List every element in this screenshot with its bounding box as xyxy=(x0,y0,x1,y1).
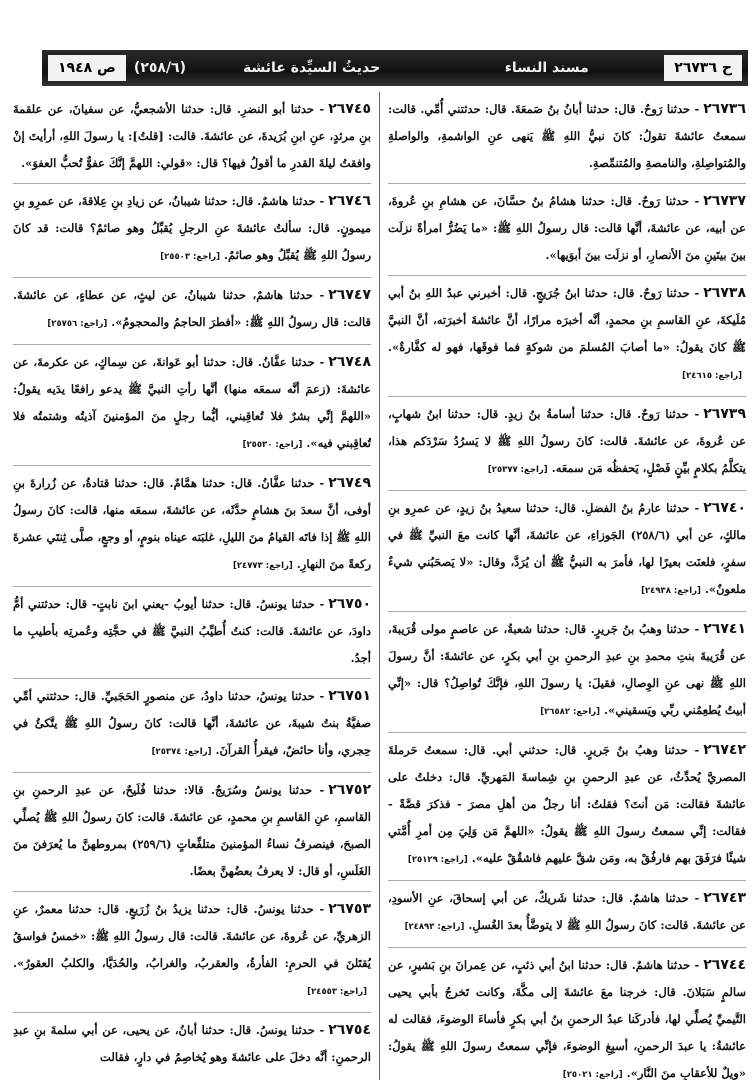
hadith-body: - حدثنا هاشمٌ. قال: حدثنا شيبانُ، عن زيادِ بنِ عِلاقةَ، عن عمرِو بنِ ميمونٍ. قال: سألتُ عائشةَ عنِ الرجلِ يُقبِّلُ وهو صائمٌ؟ قالت: قد كانَ رسولُ اللهِ ﷺ يُقبِّلُ وهو صائمٌ. xyxy=(13,194,371,262)
hadith-entry xyxy=(388,92,746,184)
cross-reference: [راجع: ٢٥٣٧٤] xyxy=(151,747,212,757)
hadith-text xyxy=(388,885,746,941)
hadith-body: - حدثنا هاشمٌ، حدثنا شيبانُ، عن ليثٍ، عن عطاءٍ، عن عائشةَ. قالت: قال رسولُ اللهِ ﷺ: «أفطرَ الحاجمُ والمحجومُ». xyxy=(13,288,371,329)
hadith-body: - حدثنا عفَّانُ. قال: حدثنا أبو عَوانةَ، عن سِماكٍ، عن عكرمةَ، عن عائشةَ: (زعمَ أنَّه سمعَه منها) أنَّها رأتِ النبيَّ ﷺ يدعو رافعًا يدَيه يقولُ: «اللهمَّ إنِّي بشرٌ فلا تُعاقِبني، أيُّما رجلٍ منَ المؤمنينَ آذيتُه وشتمتُه فلا تُعاقِبني فيه». xyxy=(13,355,371,450)
hadith-number: ٢٦٧٤٥ xyxy=(328,101,371,117)
cross-reference: [راجع: ٢٥٠٢١] xyxy=(562,1070,623,1080)
cross-reference: [راجع: ٢٥٥٠٣] xyxy=(160,252,221,262)
hadith-text xyxy=(13,896,371,1006)
hadith-entry xyxy=(13,679,371,773)
hadith-body: - حدثنا رَوحٌ. قال: حدثنا أسامةُ بنُ زيدٍ. قال: حدثنا ابنُ شهابٍ، عن عُروةَ، عن عائشةَ. قالت: كانَ رسولُ اللهِ ﷺ لا يَسرُدُ سَرْدَكم هذا، يتكلَّمُ بكلامٍ بيِّنٍ فَصْلٍ، يَحفظُه مَن سمعَه. xyxy=(388,407,746,475)
cross-reference: [راجع: ٢٤٥٥٣] xyxy=(307,987,367,997)
hadith-entry xyxy=(13,773,371,892)
left-column xyxy=(13,92,371,1080)
book-title: مسند النساء xyxy=(504,60,589,76)
cross-reference: [راجع: ٢٥٣٧٧] xyxy=(487,465,548,475)
hadith-number: ٢٦٧٤٩ xyxy=(328,475,371,491)
hadith-number: ٢٦٧٤٢ xyxy=(703,742,746,758)
hadith-number: ٢٦٧٥١ xyxy=(328,688,371,704)
hadith-body: - حدثنا يونسُ. قال: حدثنا يزيدُ بنُ زُرَيعٍ. قال: حدثنا معمرٌ، عنِ الزهريِّ، عن عُروةَ، عن عائشةَ. قالت: قال رسولُ اللهِ ﷺ: «خمسٌ فواسقُ يُقتَلنَ في الحرمِ: الفأرةُ، والعقربُ، والغرابُ، والحُدَيَّا، والكلبُ العقورُ». xyxy=(13,902,371,970)
hadith-text xyxy=(388,401,746,484)
hadith-text xyxy=(388,96,746,177)
hadith-body: - حدثنا عارمُ بنُ الفضلِ. قال: حدثنا سعيدُ بنُ زيدٍ، عن عمرِو بنِ مالكٍ، عن أبي (٢٥٨/٦) الجَوزاءِ، عن عائشةَ، أنَّها كانت معَ النبيِّ ﷺ في سفرٍ، فلعنَت بعيرًا لها، فأمرَ به النبيُّ ﷺ أن يُرَدَّ، وقال: «لا يَصحَبُني شيءٌ ملعونٌ». xyxy=(388,501,746,596)
page-header xyxy=(42,50,748,86)
hadith-body: - حدثنا عفَّانُ. قال: حدثنا همَّامٌ. قال: حدثنا قتادةُ، عن زُرارةَ بنِ أوفى، أنَّ سعدَ بنَ هشامٍ حدَّثَه، عن عائشةَ، سمعَه منها، قالت: كانَ رسولُ اللهِ ﷺ إذا فاتَه القيامُ منَ الليلِ، غلبَته عيناه بنومٍ، أو وجعٍ، صلَّى ثِنتَي عشرةَ ركعةً منَ النهارِ. xyxy=(13,476,371,571)
cross-reference: [راجع: ٢٤٨٩٣] xyxy=(404,922,465,932)
hadith-body: - حدثنا يونسُ. قال: حدثنا أيوبُ -يعني ابنَ نابتٍ- قال: حدثتني أمُّ داودَ، عن عائشةَ. قالت: كنتُ أُطيِّبُ النبيَّ ﷺ في حجَّتِه وعُمرتِه بأطيبِ ما أجدُ. xyxy=(13,597,371,665)
hadith-body: - حدثنا يونسُ. قال: حدثنا أبانُ، عن يحيى، عن أبي سلمةَ بنِ عبدِ الرحمنِ: أنَّه دخلَ على عائشةَ وهو يُخاصِمُ في دارٍ، فقالت xyxy=(13,1023,371,1064)
hadith-number: ٢٦٧٥٠ xyxy=(328,596,371,612)
hadith-entry xyxy=(388,881,746,948)
hadith-body: - حدثنا رَوحٌ. قال: حدثنا ابنُ جُرَيجٍ. قال: أخبرني عبدُ اللهِ بنُ أبي مُلَيكةَ، عنِ القاسمِ بنِ محمدٍ، أنَّه أخبرَه مرارًا، أنَّ عائشةَ أخبرَته، أنَّ النبيَّ ﷺ كانَ يقولُ: «ما أصابَ المُسلمَ من شوكةٍ فما فوقَها، فهو له كفَّارةٌ». xyxy=(388,286,746,354)
hadith-body: - حدثنا يونسُ، حدثنا داودُ، عن منصورٍ الحَجَبيِّ. قال: حدثتني أمِّي صفيَّةُ بنتُ شيبةَ، عن عائشةَ، أنَّها قالت: كانَ رسولُ اللهِ ﷺ يتَّكئُ في حِجري، وأنا حائضٌ، فيقرأُ القرآنَ. xyxy=(13,689,371,757)
hadith-text xyxy=(388,737,746,874)
hadith-text xyxy=(13,1017,371,1071)
hadith-entry xyxy=(388,184,746,276)
hadith-entry xyxy=(13,1013,371,1077)
hadith-entry xyxy=(388,612,746,733)
hadith-number: ٢٦٧٣٨ xyxy=(703,285,746,301)
hadith-entry xyxy=(13,587,371,679)
hadith-body: - حدثنا هاشمٌ. قال: حدثنا ابنُ أبي ذئبٍ، عن عِمرانَ بنِ بَشيرٍ، عن سالمٍ سَبَلانَ. قال: خرجنا معَ عائشةَ إلى مكَّةَ، وكانت تَخرجُ بأبي يحيى التَّيميِّ يُصلِّي لها، فأدركَنا عبدُ الرحمنِ بنُ أبي بكرٍ فأساءَ الوضوءَ، فقالت له عائشةُ: يا عبدَ الرحمنِ، أسبِغِ الوضوءَ، فإنِّي سمعتُ رسولَ اللهِ ﷺ يقولُ: «ويلٌ للأعقابِ منَ النَّارِ». xyxy=(388,958,746,1080)
text-columns xyxy=(12,92,746,1080)
hadith-body: - حدثنا رَوحٌ. قال: حدثنا أبانُ بنُ صَمعَةَ. قال: حدثتني أُمِّي. قالت: سمعتُ عائشةَ تقولُ: كانَ نبيُّ اللهِ ﷺ يَنهى عنِ الواشمةِ، والواصلةِ والمُتواصِلةِ، والنامصةِ والمُتنمِّصةِ. xyxy=(388,102,746,170)
hadith-number: ٢٦٧٥٤ xyxy=(328,1022,371,1038)
hadith-number: ٢٦٧٤٣ xyxy=(703,890,746,906)
hadith-text xyxy=(388,616,746,726)
hadith-entry xyxy=(13,892,371,1013)
hadith-text xyxy=(388,188,746,269)
page-number: ص ١٩٤٨ xyxy=(48,55,126,81)
hadith-text xyxy=(13,777,371,885)
cross-reference: [راجع: ٢٤٦١٥] xyxy=(682,371,742,381)
hadith-body: - حدثنا رَوحٌ. قال: حدثنا هشامُ بنُ حسَّانَ، عن هشامِ بنِ عُروةَ، عن أبيه، عن عائشةَ، أنَّها قالت: قال رسولُ اللهِ ﷺ: «ما يَضُرُّ امرأةً نزلَت بينَ بيتَينِ منَ الأنصارِ، أو نزلَت بينَ أبوَيها». xyxy=(388,194,746,262)
hadith-number: ٢٦٧٤١ xyxy=(703,621,746,637)
cross-reference: [راجع: ٢٥٥٣٠] xyxy=(242,440,303,450)
column-divider xyxy=(379,92,380,1080)
hadith-body: - حدثنا أبو النضرِ. قال: حدثنا الأشجعيُّ، عن سفيانَ، عن علقمةَ بنِ مرثدٍ، عنِ ابنِ بُرَيدةَ، عن عائشةَ. قالت: [قلتُ]: يا رسولَ اللهِ، أرأيتَ إنْ وافقتُ ليلةَ القدرِ ما أقولُ فيها؟ قال: «قولي: اللهمَّ إنَّكَ عفوٌّ تُحبُّ العفوَ». xyxy=(13,102,371,170)
hadith-text xyxy=(13,96,371,177)
hadith-number: ٢٦٧٤٨ xyxy=(328,354,371,370)
hadith-number: ٢٦٧٣٦ xyxy=(703,101,746,117)
hadith-number: ٢٦٧٥٣ xyxy=(328,901,371,917)
right-column xyxy=(388,92,746,1080)
cross-reference: [راجع: ٢٤٩٣٨] xyxy=(641,586,701,596)
hadith-entry xyxy=(388,491,746,612)
hadith-text xyxy=(388,952,746,1080)
hadith-number: ٢٦٧٣٧ xyxy=(703,193,746,209)
hadith-text xyxy=(388,495,746,605)
section-title: حديثُ السيِّدة عائشة xyxy=(243,60,381,76)
hadith-text xyxy=(13,470,371,580)
volume-marker: (٢٥٨/٦) xyxy=(133,60,187,76)
hadith-number: ٢٦٧٤٤ xyxy=(703,957,746,973)
hadith-entry xyxy=(13,278,371,345)
hadith-text xyxy=(13,282,371,338)
hadith-entry xyxy=(13,184,371,278)
hadith-body: - حدثنا وهبُ بنُ جَريرٍ. قال: حدثنا شعبةُ، عن عاصمٍ مولى قُرَيبةَ، عن قُرَيبةَ بنتِ محمدِ بنِ عبدِ الرحمنِ بنِ أبي بكرٍ، عن عائشةَ: أنَّ رسولَ اللهِ ﷺ نهى عنِ الوِصالِ، فقيلَ: يا رسولَ اللهِ، فإنَّكَ تُواصِلُ؟ قال: «إنِّي أبيتُ يُطعِمُني ربِّي ويَسقيني». xyxy=(388,622,746,717)
cross-reference: [راجع: ٢٥٧٥٦] xyxy=(47,319,108,329)
hadith-number: ٢٦٧٤٠ xyxy=(703,500,746,516)
hadith-text xyxy=(13,349,371,459)
hadith-entry xyxy=(388,397,746,491)
hadith-entry xyxy=(13,92,371,184)
hadith-range-label: ح ٢٦٧٣٦ xyxy=(664,55,742,81)
hadith-text xyxy=(13,188,371,271)
hadith-body: - حدثنا هاشمٌ. قال: حدثنا شَريكٌ، عن أبي إسحاقَ، عنِ الأسودِ، عن عائشةَ. قالت: كانَ رسولُ اللهِ ﷺ لا يتوضَّأُ بعدَ الغُسلِ. xyxy=(388,891,746,932)
hadith-entry xyxy=(13,466,371,587)
cross-reference: [راجع: ٢٥١٢٩] xyxy=(407,855,468,865)
cross-reference: [راجع: ٢٤٧٧٣] xyxy=(232,561,293,571)
hadith-entry xyxy=(13,345,371,466)
hadith-entry xyxy=(388,948,746,1080)
hadith-text xyxy=(13,591,371,672)
hadith-text xyxy=(13,683,371,766)
cross-reference: [راجع: ٢٦٥٨٢] xyxy=(540,707,601,717)
hadith-number: ٢٦٧٤٧ xyxy=(328,287,371,303)
hadith-entry xyxy=(388,276,746,397)
hadith-number: ٢٦٧٣٩ xyxy=(703,406,746,422)
hadith-text xyxy=(388,280,746,390)
hadith-body: - حدثنا وهبُ بنُ جَريرٍ. قال: حدثني أبي. قال: سمعتُ حَرملةَ المصريَّ يُحدِّثُ، عن عبدِ الرحمنِ بنِ شِماسةَ المَهريِّ. قال: دخلتُ على عائشةَ فقالت: مَن أنتَ؟ فقلتُ: أنا رجلٌ من أهلِ مصرَ - فذكرَ قصَّةً - فقالت: إنِّي سمعتُ رسولَ اللهِ ﷺ يقولُ: «اللهمَّ مَن وَلِيَ مِن أمرِ أُمَّتي شيئًا فرَفَقَ بهم فارفُقْ به، ومَن شقَّ عليهم فاشقُقْ عليه». xyxy=(388,743,746,865)
hadith-number: ٢٦٧٥٢ xyxy=(328,782,371,798)
hadith-body: - حدثنا يونسُ وسُرَيجٌ. قالا: حدثنا فُلَيحٌ، عن عبدِ الرحمنِ بنِ القاسمِ، عنِ القاسمِ بنِ محمدٍ، عن عائشةَ. قالت: كانَ رسولُ اللهِ ﷺ يُصلِّي الصبحَ، فينصرفُ نساءُ المؤمنينَ متلفِّعاتٍ (٢٥٩/٦) بمروطهنَّ ما يُعرَفنَ منَ الغَلَسِ، أو قال: لا يعرفُ بعضُهنَّ بعضًا. xyxy=(13,783,371,878)
hadith-entry xyxy=(388,733,746,881)
hadith-number: ٢٦٧٤٦ xyxy=(328,193,371,209)
